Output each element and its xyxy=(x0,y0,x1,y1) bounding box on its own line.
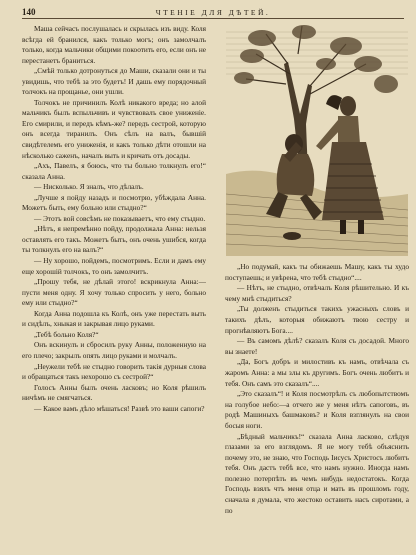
paragraph: „Нѣтъ, я непремѣнно пойду, продолжала Анна: нельзя оставлять его такъ. Можетъ быть, онъ очень ушибся, когда ты толкнулъ его на валъ?“ xyxy=(22,224,206,255)
paragraph: „Лучше я пойду назадъ и посмотрю, убѣждала Анна. Можетъ быть, ему больно или стыдно?“ xyxy=(22,192,206,213)
paragraph: — Какое вамъ дѣло мѣшаться! Развѣ это ваши сапоги? xyxy=(34,403,205,413)
paragraph: Маша сейчасъ послушалась и скрылась изъ виду. Коля всѣгда ей бранился, какъ только могъ; онъ замолчалъ только, когда мальчики общими покоотить его, если онъ не перестанетъ браниться. xyxy=(22,24,206,65)
paragraph: — Нѣтъ, не стыдно, отвѣчалъ Коля рѣшительно. И къ чему мнѣ стыдиться? xyxy=(225,283,409,303)
children-scene-engraving xyxy=(226,24,408,256)
paragraph: — Этотъ вой совсѣмъ не показываетъ, что ему стыдно. xyxy=(34,213,206,223)
paragraph: „Да, Богъ добръ и милостивъ къ намъ, отвѣчала съ жаромъ Анна: а мы злы къ другимъ. Богъ очень любитъ и тебя. Онъ самъ это сказалъ“.... xyxy=(225,357,409,388)
paragraph: „Ты долженъ стыдиться такихъ ужасныхъ словъ и такихъ дѣлъ, которыя обижаютъ твою сестру и прогнѣвляютъ Бога.... xyxy=(225,304,409,335)
paragraph: Когда Анна подошла къ Колѣ, онъ уже перестать выть и сидѣлъ, хныкая и закрывая лицо руками. xyxy=(22,308,206,329)
page-number: 140 xyxy=(22,7,36,17)
paragraph: „Ахъ, Павелъ, я боюсь, что ты больно толкнулъ его!“ сказала Анна. xyxy=(22,161,206,181)
left-column xyxy=(22,24,206,551)
paragraph: „Бѣдный мальчикъ!“ сказала Анна ласково, слѣдуя глазами за его взглядомъ. Я не могу тебѣ объяснить почему это, не знаю, что Господь Іисусъ Христосъ любитъ тебя. Онъ дастъ тебѣ все, что намъ нужно. Иногда намъ полезно потерпѣть въ чемъ нибудь недостатокъ. Когда Господь взялъ чтъ меня отца и мать въ прошломъ году, сначала я думала, что жестоко оставить насъ сиротами, а по xyxy=(225,431,409,515)
paragraph: „Тебѣ больно Коля?“ xyxy=(34,329,99,339)
paragraph: Толчокъ не причинилъ Колѣ никакого вреда; но алой мальчикъ былъ вспыльчивъ и чувствовалъ свое униженіе. Его смирили, и передъ кѣмъ-же? передъ сестрой, которую онъ всегда тиранилъ. Онъ сѣлъ на валъ, бывшій свидѣтелемъ его униженія, и какъ только дѣти отошли на нѣсколько саженъ, началъ выть и кричать отъ досады. xyxy=(22,97,206,160)
running-title: ЧТЕНІЕ ДЛЯ ДѢТЕЙ. xyxy=(155,8,271,17)
paragraph: — Нисколько. Я зналъ, что дѣлалъ. xyxy=(34,182,144,192)
engraving-illustration xyxy=(226,24,408,256)
paragraph: Голосъ Анны былъ очень ласковъ; но Коля рѣшилъ ничѣмъ не смягчаться. xyxy=(22,382,206,403)
paragraph: „Но подумай, какъ ты обижаешь Машу, какъ ты худо поступаешь; и увѣрена, что тебѣ стыдно“.... xyxy=(225,262,409,282)
header-rule xyxy=(22,18,404,19)
paragraph: — Въ самомъ дѣлѣ? сказалъ Коля съ досадой. Много вы знаете! xyxy=(225,336,409,356)
paragraph: „Прошу тебя, не дѣлай этого! вскрикнула Анна:—пусти меня одну. Я хочу только спросить у него, больно ему или стыдно?“ xyxy=(22,277,206,308)
right-column xyxy=(225,262,409,551)
paragraph: — Ну хорошо, пойдемъ, посмотримъ. Если и дамъ ему еще хорошій толчокъ, то онъ замолчитъ. xyxy=(22,256,206,276)
paragraph: „Неужели тебѣ не стыдно говорить такія дурныя слова и обращаться такъ нехорошо съ сестрой?“ xyxy=(22,361,206,382)
standing-girl-figure xyxy=(316,95,384,234)
paragraph: Онъ вскинулъ и сбросилъ руку Анны, положенную на его плечо; закрылъ опять лицо руками и молчалъ. xyxy=(22,340,206,360)
paragraph: „Смѣй только дотронуться до Маши, сказали они и ты увидишь, что тебѣ за это будетъ! И дашь ему порядочный толчокъ на прощанье, они ушли. xyxy=(22,66,206,97)
paragraph: „Это сказалъ“! и Коля посмотрѣлъ съ любопытствомъ на голубое небо:—а отчего же у меня нѣтъ сапоговъ, въ родѣ Машиныхъ башмаковъ? и Коля взглянулъ на свои босыя ноги. xyxy=(225,389,409,430)
